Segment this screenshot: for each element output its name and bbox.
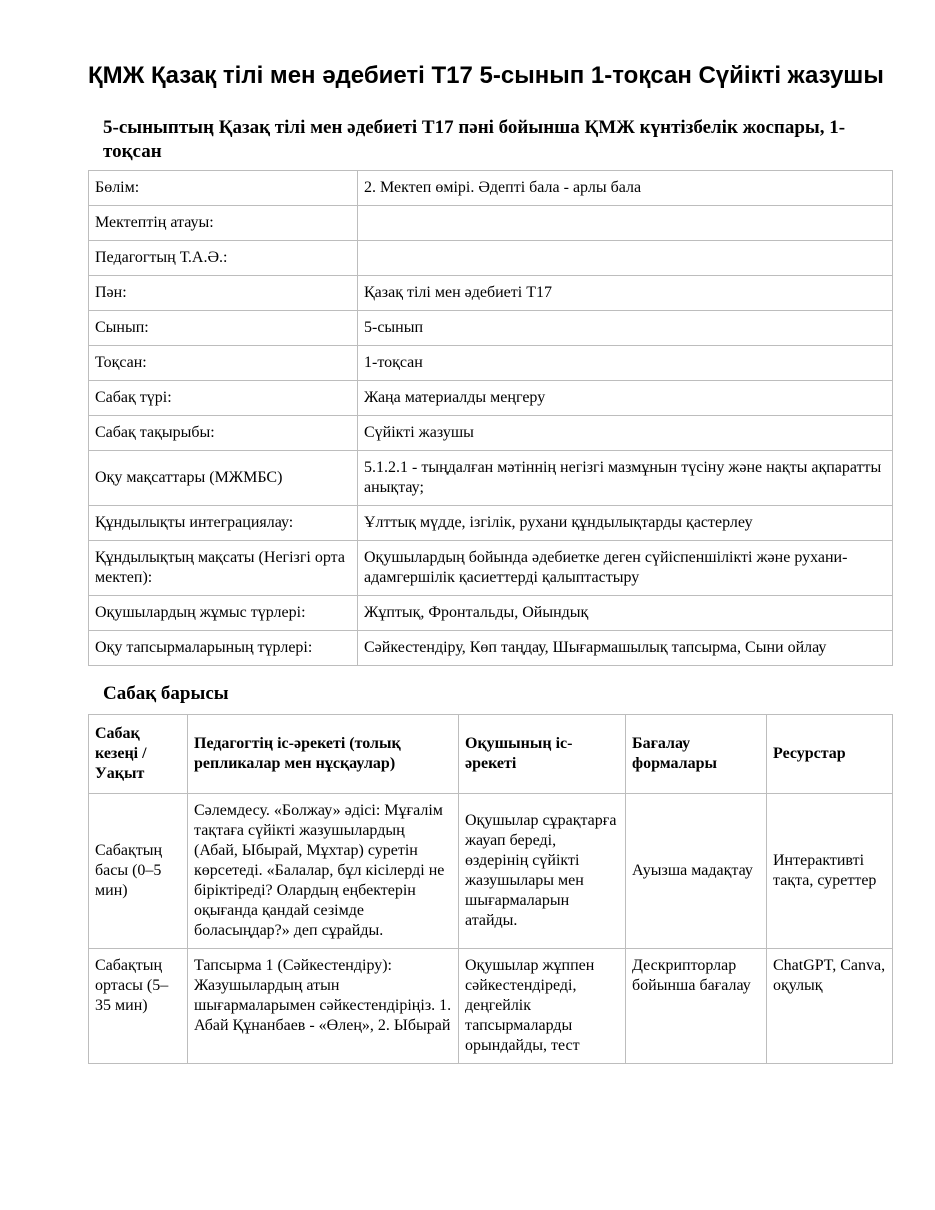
table-row [89, 506, 893, 541]
table-row [89, 541, 893, 596]
table-row [89, 381, 893, 416]
info-label: Бөлім: [89, 171, 358, 206]
table-cell: Оқушылар жұппен сәйкестендіреді, деңгейлік тапсырмаларды орындайды, тест [459, 949, 626, 1064]
table-row [89, 949, 893, 1064]
info-label: Сынып: [89, 311, 358, 346]
column-header: Ресурстар [767, 715, 893, 794]
table-row [89, 596, 893, 631]
info-value: Сәйкестендіру, Көп таңдау, Шығармашылық тапсырма, Сыни ойлау [358, 631, 893, 666]
info-value: Жұптық, Фронтальды, Ойындық [358, 596, 893, 631]
document-page [88, 0, 893, 1064]
table-cell: Оқушылар сұрақтарға жауап береді, өздерінің сүйікті жазушылары мен шығармаларын атайды. [459, 794, 626, 949]
lesson-table [88, 714, 893, 1064]
table-cell: Ауызша мадақтау [626, 794, 767, 949]
info-label: Мектептің атауы: [89, 206, 358, 241]
info-label: Сабақ тақырыбы: [89, 416, 358, 451]
table-cell: Сабақтың ортасы (5–35 мин) [89, 949, 188, 1064]
table-cell: Дескрипторлар бойынша бағалау [626, 949, 767, 1064]
column-header: Педагогтің іс-әрекеті (толық репликалар мен нұсқаулар) [188, 715, 459, 794]
table-row [89, 171, 893, 206]
info-value: Оқушылардың бойында әдебиетке деген сүйіспеншілікті және рухани-адамгершілік қасиеттерді қалыптастыру [358, 541, 893, 596]
info-label: Құндылықты интеграциялау: [89, 506, 358, 541]
info-label: Педагогтың Т.А.Ә.: [89, 241, 358, 276]
info-value: 1-тоқсан [358, 346, 893, 381]
info-label: Құндылықтың мақсаты (Негізгі орта мектеп): [89, 541, 358, 596]
info-label: Пән: [89, 276, 358, 311]
table-row [89, 276, 893, 311]
column-header: Оқушының іс-әрекеті [459, 715, 626, 794]
table-row [89, 631, 893, 666]
info-value: Жаңа материалды меңгеру [358, 381, 893, 416]
table-cell: Интерактивті тақта, суреттер [767, 794, 893, 949]
info-label: Оқу мақсаттары (МЖМБС) [89, 451, 358, 506]
table-header-row [89, 715, 893, 794]
table-row [89, 241, 893, 276]
info-table [88, 170, 893, 666]
column-header: Бағалау формалары [626, 715, 767, 794]
table-cell: Сабақтың басы (0–5 мин) [89, 794, 188, 949]
table-row [89, 794, 893, 949]
info-value: 5.1.2.1 - тыңдалған мәтіннің негізгі мазмұнын түсіну және нақты ақпаратты анықтау; [358, 451, 893, 506]
info-label: Сабақ түрі: [89, 381, 358, 416]
info-value: Сүйікті жазушы [358, 416, 893, 451]
document-title: ҚМЖ Қазақ тілі мен әдебиеті Т17 5-сынып 1-тоқсан Сүйікті жазушы [88, 62, 884, 89]
table-row [89, 416, 893, 451]
table-row [89, 451, 893, 506]
table-cell: Тапсырма 1 (Сәйкестендіру): Жазушылардың атын шығармаларымен сәйкестендіріңіз. 1. Абай Құнанбаев - «Өлең», 2. Ыбырай [188, 949, 459, 1064]
table-cell: Сәлемдесу. «Болжау» әдісі: Мұғалім тақтаға сүйікті жазушылардың (Абай, Ыбырай, Мұхтар) суретін көрсетеді. «Балалар, бұл кісілерді не біріктіреді? Олардың еңбектерін оқығанда қандай сезімде боласыңдар?» деп сұрайды. [188, 794, 459, 949]
plan-heading: 5-сыныптың Қазақ тілі мен әдебиеті Т17 пәні бойынша ҚМЖ күнтізбелік жоспары, 1-тоқсан [103, 117, 846, 162]
info-value: 2. Мектеп өмірі. Әдепті бала - арлы бала [358, 171, 893, 206]
info-value: 5-сынып [358, 311, 893, 346]
table-row [89, 346, 893, 381]
table-row [89, 311, 893, 346]
info-value [358, 206, 893, 241]
info-value: Ұлттық мүдде, ізгілік, рухани құндылықтарды қастерлеу [358, 506, 893, 541]
info-label: Оқу тапсырмаларының түрлері: [89, 631, 358, 666]
info-value [358, 241, 893, 276]
table-cell: ChatGPT, Canva, оқулық [767, 949, 893, 1064]
table-row [89, 206, 893, 241]
column-header: Сабақ кезеңі / Уақыт [89, 715, 188, 794]
info-label: Оқушылардың жұмыс түрлері: [89, 596, 358, 631]
info-value: Қазақ тілі мен әдебиеті Т17 [358, 276, 893, 311]
lesson-heading: Сабақ барысы [103, 683, 229, 704]
info-label: Тоқсан: [89, 346, 358, 381]
